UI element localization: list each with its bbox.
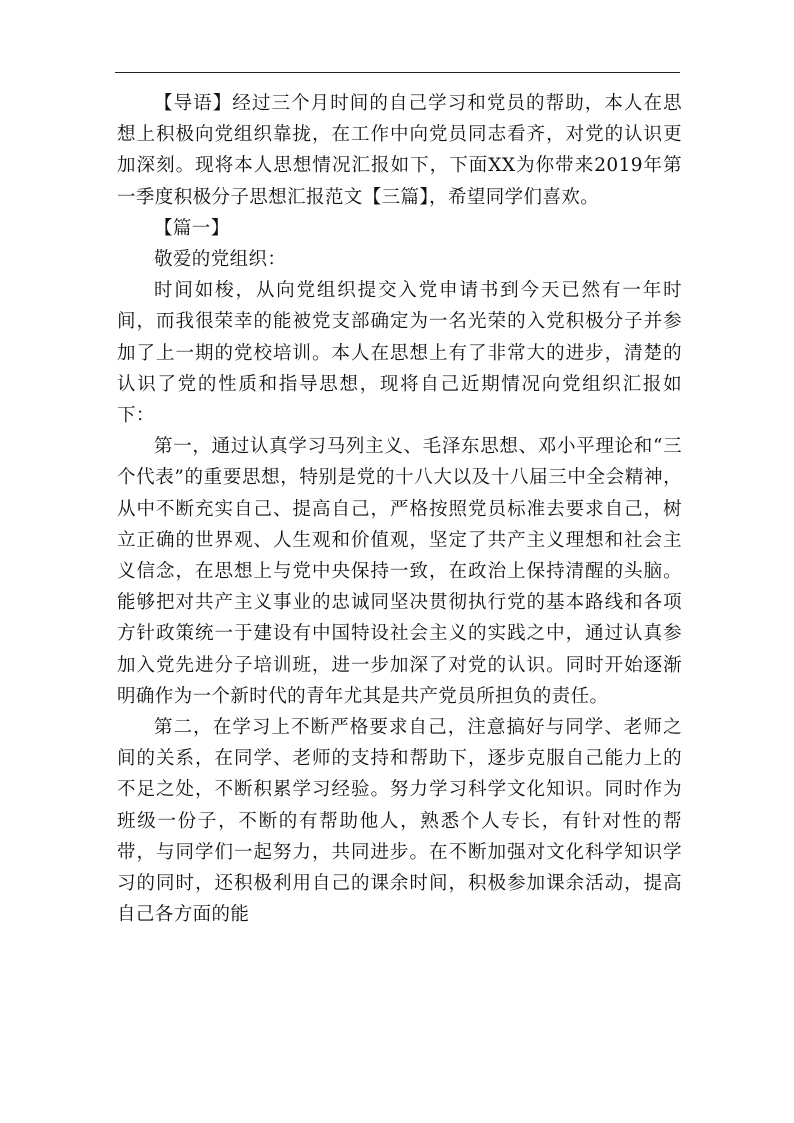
header-rule xyxy=(115,72,680,73)
section-heading: 【篇一】 xyxy=(154,217,230,239)
salutation: 敬爱的党组织： xyxy=(154,249,287,271)
body-paragraph: 第一，通过认真学习马列主义、毛泽东思想、邓小平理论和“三个代表”的重要思想，特别是党的十八大以及十八届三中全会精神，从中不断充实自己、提高自己，严格按照党员标准去要求自己，树立正确的世界观、人生观和价值观，坚定了共产主义理想和社会主义信念，在思想上与党中央保持一致，在政治上保持清醒的头脑。能够把对共产主义事业的忠诚同坚决贯彻执行党的基本路线和各项方针政策统一于建设有中国特设社会主义的实践之中，通过认真参加入党先进分子培训班，进一步加深了对党的认识。同时开始逐渐明确作为一个新时代的青年尤其是共产党员所担负的责任。 xyxy=(117,436,682,707)
body-paragraph: 时间如梭，从向党组织提交入党申请书到今天已然有一年时间，而我很荣幸的能被党支部确定为一名光荣的入党积极分子并参加了上一期的党校培训。本人在思想上有了非常大的进步，清楚的认识了党的性质和指导思想，现将自己近期情况向党组织汇报如下： xyxy=(117,280,682,427)
intro-paragraph: 【导语】经过三个月时间的自己学习和党员的帮助，本人在思想上积极向党组织靠拢，在工作中向党员同志看齐，对党的认识更加深刻。现将本人思想情况汇报如下，下面XX为你带来2019年第一季度积极分子思想汇报范文【三篇】，希望同学们喜欢。 xyxy=(117,93,682,208)
document-body xyxy=(117,88,682,930)
body-paragraph: 第二，在学习上不断严格要求自己，注意搞好与同学、老师之间的关系，在同学、老师的支持和帮助下，逐步克服自己能力上的不足之处，不断积累学习经验。努力学习科学文化知识。同时作为班级一份子，不断的有帮助他人，熟悉个人专长，有针对性的帮带，与同学们一起努力，共同进步。在不断加强对文化科学知识学习的同时，还积极利用自己的课余时间，积极参加课余活动，提高自己各方面的能 xyxy=(117,717,682,926)
